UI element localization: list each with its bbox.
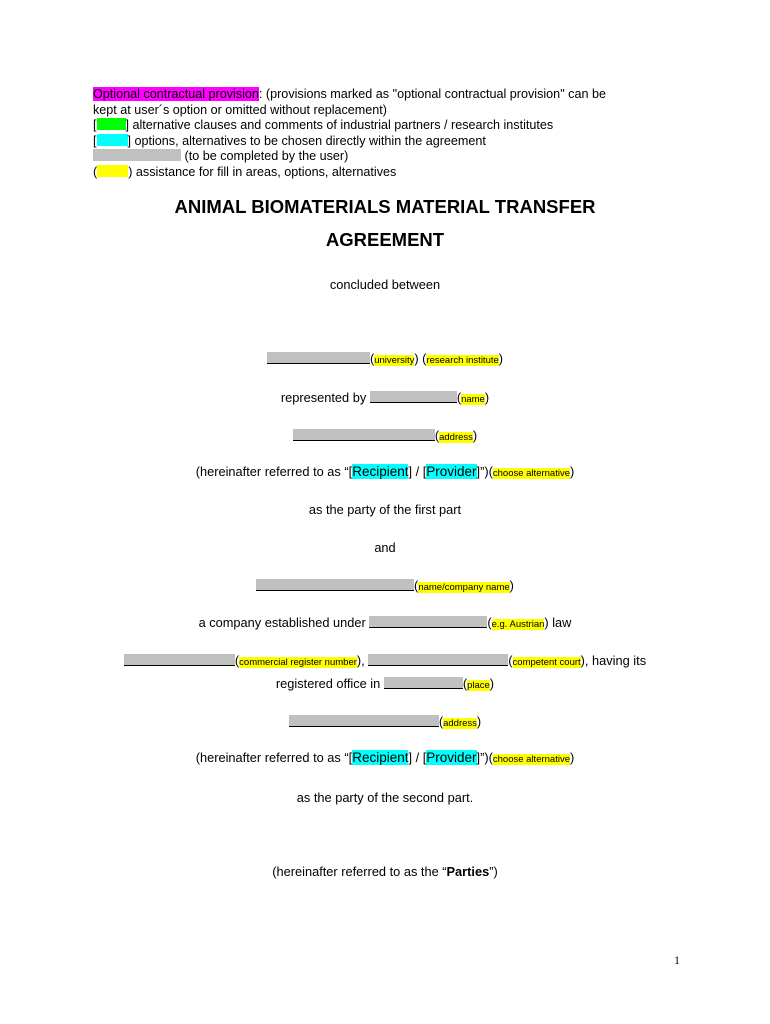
legend-optional-cont: kept at user´s option or omitted without replacement) xyxy=(93,102,387,117)
referred-suffix-2: ]”)( xyxy=(476,750,493,765)
closing-paren: ) xyxy=(570,464,575,479)
gray-legend-text: (to be completed by the user) xyxy=(181,149,349,163)
parties-line xyxy=(0,864,770,879)
choose-alternative-hint: choose alternative xyxy=(492,468,570,479)
legend-yellow: ( ) assistance for fill in areas, options, alternatives xyxy=(93,164,397,179)
provider-option[interactable]: Provider xyxy=(426,464,477,479)
choose-alternative-hint-2: choose alternative xyxy=(492,754,570,765)
document-title-line2: AGREEMENT xyxy=(325,229,445,250)
and-line: and xyxy=(374,540,396,555)
register-number-blank[interactable] xyxy=(124,654,235,666)
referred-suffix: ]”)( xyxy=(476,464,493,479)
address2-blank[interactable] xyxy=(289,715,439,727)
yellow-swatch xyxy=(97,165,128,177)
referred-prefix-2: (hereinafter referred to as “[ xyxy=(195,750,353,765)
registered-office-label: registered office in xyxy=(275,676,384,691)
parties-term: Parties xyxy=(446,864,490,879)
gray-swatch xyxy=(93,149,181,161)
place-blank[interactable] xyxy=(384,677,463,689)
green-swatch xyxy=(97,118,126,130)
document-title-line1: ANIMAL BIOMATERIALS MATERIAL TRANSFER xyxy=(174,196,596,217)
yellow-legend-text: ) assistance for fill in areas, options, alternatives xyxy=(128,164,397,179)
legend-optional xyxy=(93,87,693,103)
optional-provision-text: : (provisions marked as "optional contractual provision" can be xyxy=(258,87,606,101)
company-name-hint: name/company name xyxy=(418,582,510,593)
option-separator-2: ] / [ xyxy=(408,750,427,765)
parties-prefix: (hereinafter referred to as the “ xyxy=(272,864,447,879)
concluded-between: concluded between xyxy=(329,277,441,292)
green-legend-text: ] alternative clauses and comments of industrial partners / research institutes xyxy=(125,118,554,132)
page-number: 1 xyxy=(674,953,680,967)
place-hint: place xyxy=(467,680,490,691)
company-name-blank[interactable] xyxy=(256,579,414,591)
legend-gray xyxy=(93,149,693,165)
provider-option-2[interactable]: Provider xyxy=(426,750,477,765)
party1-referred-line xyxy=(0,464,770,479)
address-hint: address xyxy=(439,432,473,443)
having-its-text: ), having its xyxy=(580,653,647,668)
register-number-hint: commercial register number xyxy=(239,657,357,668)
cyan-legend-text: ] options, alternatives to be chosen directly within the agreement xyxy=(127,133,486,148)
closing-paren-2: ) xyxy=(570,750,575,765)
established-label: a company established under xyxy=(198,615,370,630)
referred-prefix: (hereinafter referred to as “[ xyxy=(195,464,353,479)
register-court-line: (commercial register number), (competent court), having its xyxy=(0,653,770,668)
address-blank[interactable] xyxy=(293,429,435,441)
registered-office-line: registered office in (place) xyxy=(275,676,495,691)
represented-by-line: represented by (name) xyxy=(280,390,490,405)
legend-green: [ ] alternative clauses and comments of industrial partners / research institutes xyxy=(93,118,554,132)
law-blank[interactable] xyxy=(369,616,487,628)
party2-referred-line xyxy=(0,750,770,765)
address2-hint: address xyxy=(443,718,477,729)
represented-by-label: represented by xyxy=(280,390,370,405)
party2-address-line: (address) xyxy=(0,714,770,729)
party1-institution-line: (university) (research institute) xyxy=(0,351,770,366)
option-separator: ] / [ xyxy=(408,464,427,479)
legend xyxy=(93,87,693,180)
research-institute-hint: research institute xyxy=(426,355,499,366)
name-hint: name xyxy=(461,394,485,405)
name-blank[interactable] xyxy=(370,391,457,403)
law-suffix: ) law xyxy=(544,615,572,630)
court-blank[interactable] xyxy=(368,654,508,666)
recipient-option-2[interactable]: Recipient xyxy=(352,750,409,765)
legend-cyan: [ ] options, alternatives to be chosen directly within the agreement xyxy=(93,133,486,148)
court-hint: competent court xyxy=(512,657,581,668)
cyan-swatch xyxy=(97,134,128,146)
optional-provision-label: Optional contractual provision xyxy=(93,87,259,101)
university-hint: university xyxy=(374,355,415,366)
recipient-option[interactable]: Recipient xyxy=(352,464,409,479)
second-part-line: as the party of the second part. xyxy=(296,790,474,805)
party1-address-line: (address) xyxy=(0,428,770,443)
established-under-line: a company established under (e.g. Austrian) law xyxy=(198,615,572,630)
parties-suffix: ”) xyxy=(489,864,498,879)
law-hint: e.g. Austrian xyxy=(491,619,545,630)
university-blank[interactable] xyxy=(267,352,370,364)
party2-company-line: (name/company name) xyxy=(0,578,770,593)
first-part-line: as the party of the first part xyxy=(308,502,462,517)
